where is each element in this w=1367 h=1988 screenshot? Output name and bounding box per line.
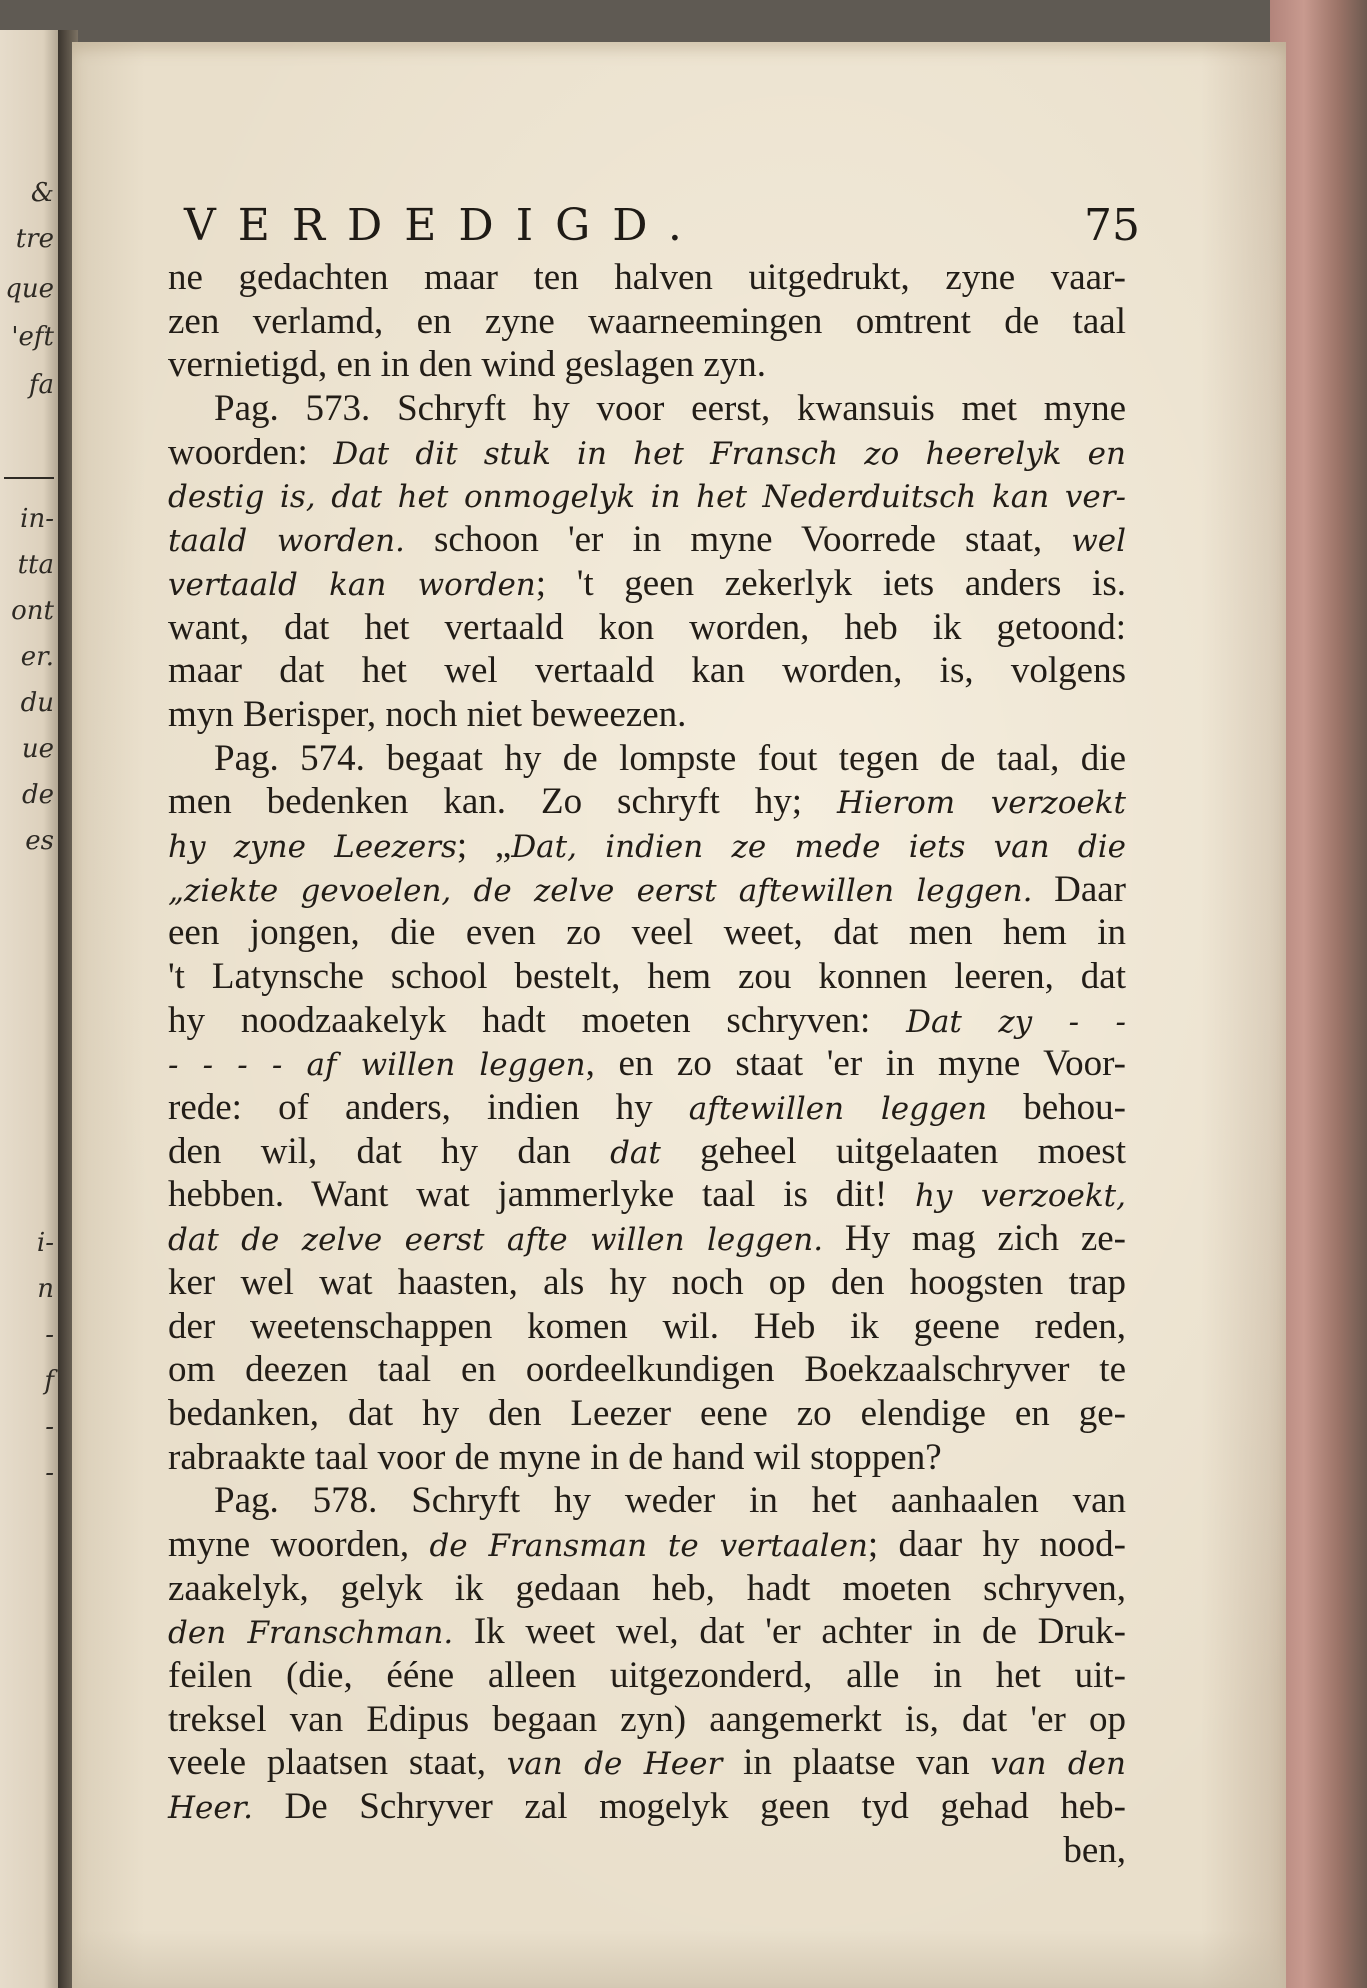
text-line: [168, 1479, 1126, 1523]
italic-text: wel: [1071, 523, 1126, 560]
line-text: den wil, dat hy dan: [168, 1130, 611, 1172]
line-text: Pag. 578. Schryft hy weder in het aanhaalen van: [214, 1480, 1126, 1522]
line-text: 't Latynsche school bestelt, hem zou konnen leeren, dat: [168, 956, 1126, 997]
text-line: [168, 999, 1126, 1043]
line-text: schoon 'er in myne Voorrede staat,: [404, 519, 1072, 561]
right-page: [72, 42, 1286, 1988]
line-text: Pag. 573. Schryft hy voor eerst, kwansuis met myne: [214, 388, 1126, 430]
left-page-fragment: &: [30, 178, 54, 208]
italic-text: van de Heer: [506, 1746, 723, 1783]
italic-text: den Franschman.: [168, 1615, 454, 1652]
italic-text: vertaald kan worden: [168, 566, 536, 603]
line-text: hebben. Want wat jammerlyke taal is dit!: [168, 1174, 915, 1216]
line-text: Hy mag zich ze-: [823, 1218, 1126, 1260]
text-line: [168, 868, 1126, 912]
left-page-fragment: 'eft: [11, 322, 54, 352]
text-line: [168, 1261, 1126, 1305]
left-page-fragment: es: [25, 826, 54, 856]
italic-text: taald worden.: [168, 523, 405, 560]
line-text: rede: of anders, indien hy: [168, 1087, 689, 1129]
line-text: geheel uitgelaaten moest: [660, 1130, 1126, 1172]
text-line: [168, 431, 1126, 475]
line-text: ; „: [456, 824, 512, 866]
text-line: [168, 824, 1126, 868]
text-line: [168, 1217, 1126, 1261]
text-line: [168, 1829, 1126, 1873]
text-line: [168, 256, 1126, 300]
left-page-fragment: i-: [36, 1228, 54, 1258]
italic-text: Heer.: [168, 1790, 253, 1827]
page-header: [184, 200, 1140, 262]
text-line: [168, 606, 1126, 650]
line-text: vernietigd, en in den wind geslagen zyn.: [168, 344, 766, 386]
text-line: [168, 737, 1126, 781]
left-page-rule: [4, 477, 54, 479]
line-text: feilen (die, ééne alleen uitgezonderd, alle in het uit-: [168, 1655, 1126, 1696]
line-text: ben,: [1063, 1829, 1126, 1871]
line-text: ; daar hy nood-: [867, 1523, 1126, 1565]
left-page-fragment: -: [45, 1458, 54, 1488]
text-line: [168, 1086, 1126, 1130]
left-page-fragment: tta: [17, 550, 54, 580]
text-line: [168, 1698, 1126, 1742]
left-page-fragment: tre: [15, 224, 54, 254]
line-text: maar dat het wel vertaald kan worden, is, volgens: [168, 650, 1126, 692]
italic-text: destig is, dat het onmogelyk in het Nederduitsch kan ver-: [168, 479, 1126, 516]
left-page-fragment: n: [37, 1274, 54, 1304]
line-text: men bedenken kan. Zo schryft hy;: [168, 781, 837, 823]
text-line: [168, 1130, 1126, 1174]
line-text: myn Berisper, noch niet beweezen.: [168, 693, 687, 735]
line-text: behou-: [987, 1087, 1126, 1129]
text-line: [168, 300, 1126, 344]
text-line: [168, 1392, 1126, 1436]
text-line: [168, 1173, 1126, 1217]
page-number: 75: [1084, 200, 1140, 251]
italic-text: van den: [990, 1746, 1126, 1783]
text-line: [168, 1741, 1126, 1785]
left-page-fragment: que: [5, 274, 54, 304]
italic-text: de Fransman te vertaalen: [429, 1527, 868, 1564]
line-text: hy noodzaakelyk hadt moeten schryven:: [168, 999, 907, 1041]
left-page-fragment: er.: [20, 642, 54, 672]
line-text: der weetenschappen komen wil. Heb ik geene reden,: [168, 1305, 1126, 1347]
line-text: ne gedachten maar ten halven uitgedrukt, zyne vaar-: [168, 257, 1126, 298]
left-page-fragment: -: [45, 1412, 54, 1442]
text-line: [168, 693, 1126, 737]
italic-text: Dat, indien ze mede iets van die: [511, 828, 1127, 865]
line-text: De Schryver zal mogelyk geen tyd gehad heb-: [253, 1786, 1126, 1828]
text-line: [168, 343, 1126, 387]
line-text: Ik weet wel, dat 'er achter in de Druk-: [453, 1611, 1126, 1653]
text-line: [168, 1610, 1126, 1654]
line-text: woorden:: [168, 431, 334, 473]
text-line: [168, 1436, 1126, 1480]
line-text: rabraakte taal voor de myne in de hand wil stoppen?: [168, 1436, 942, 1478]
line-text: want, dat het vertaald kon worden, heb ik getoond:: [168, 606, 1126, 648]
line-text: zen verlamd, en zyne waarneemingen omtrent de taal: [168, 300, 1126, 342]
line-text: ; 't geen zekerlyk iets anders is.: [535, 562, 1126, 604]
line-text: ker wel wat haasten, als hy noch op den hoogsten trap: [168, 1261, 1126, 1303]
text-line: [168, 955, 1126, 999]
text-line: [168, 1785, 1126, 1829]
italic-text: Dat zy - -: [906, 1003, 1126, 1040]
italic-text: Dat dit stuk in het Fransch zo heerelyk en: [333, 435, 1126, 472]
text-line: [168, 562, 1126, 606]
text-line: [168, 1348, 1126, 1392]
text-line: [168, 474, 1126, 518]
text-line: [168, 1654, 1126, 1698]
left-page-fragment: du: [20, 688, 54, 718]
page-bottom-shadow: [72, 1930, 1286, 1988]
left-page-fragment: de: [21, 780, 54, 810]
left-page-edge: [0, 30, 62, 1988]
left-page-fragment: ue: [21, 734, 54, 764]
text-line: [168, 1567, 1126, 1611]
line-text: treksel van Edipus begaan zyn) aangemerkt is, dat 'er op: [168, 1698, 1126, 1740]
line-text: bedanken, dat hy den Leezer eene zo elendige en ge-: [168, 1392, 1126, 1434]
text-line: [168, 387, 1126, 431]
italic-text: „ziekte gevoelen, de zelve eerst aftewillen leggen.: [168, 872, 1033, 909]
line-text: zaakelyk, gelyk ik gedaan heb, hadt moeten schryven,: [168, 1567, 1126, 1609]
body-text: [168, 256, 1126, 1872]
text-line: [168, 911, 1126, 955]
italic-text: dat de zelve eerst afte willen leggen.: [168, 1222, 824, 1259]
italic-text: hy verzoekt,: [914, 1178, 1126, 1215]
italic-text: - - - - af willen leggen: [168, 1047, 586, 1084]
left-page-fragment: -: [45, 1320, 54, 1350]
left-page-fragment: in-: [20, 504, 54, 534]
text-line: [168, 518, 1126, 562]
running-head: VERDEDIGD.: [184, 200, 704, 251]
line-text: myne woorden,: [168, 1523, 430, 1565]
text-line: [168, 1523, 1126, 1567]
left-page-fragment: f: [44, 1366, 54, 1396]
italic-text: hy zyne Leezers: [168, 828, 457, 865]
italic-text: Hierom verzoekt: [837, 785, 1126, 822]
left-page-fragment: ont: [11, 596, 54, 626]
left-page-fragment: fa: [28, 370, 54, 400]
text-line: [168, 1305, 1126, 1349]
line-text: Daar: [1032, 868, 1126, 910]
line-text: om deezen taal en oordeelkundigen Boekzaalschryver te: [168, 1349, 1126, 1391]
line-text: , en zo staat 'er in myne Voor-: [585, 1043, 1127, 1085]
line-text: in plaatse van: [722, 1742, 991, 1784]
text-line: [168, 649, 1126, 693]
text-line: [168, 780, 1126, 824]
line-text: Pag. 574. begaat hy de lompste fout tegen de taal, die: [214, 737, 1126, 779]
line-text: een jongen, die even zo veel weet, dat men hem in: [168, 912, 1126, 954]
text-line: [168, 1042, 1126, 1086]
italic-text: aftewillen leggen: [688, 1091, 988, 1128]
italic-text: dat: [610, 1134, 661, 1171]
line-text: veele plaatsen staat,: [168, 1742, 507, 1784]
